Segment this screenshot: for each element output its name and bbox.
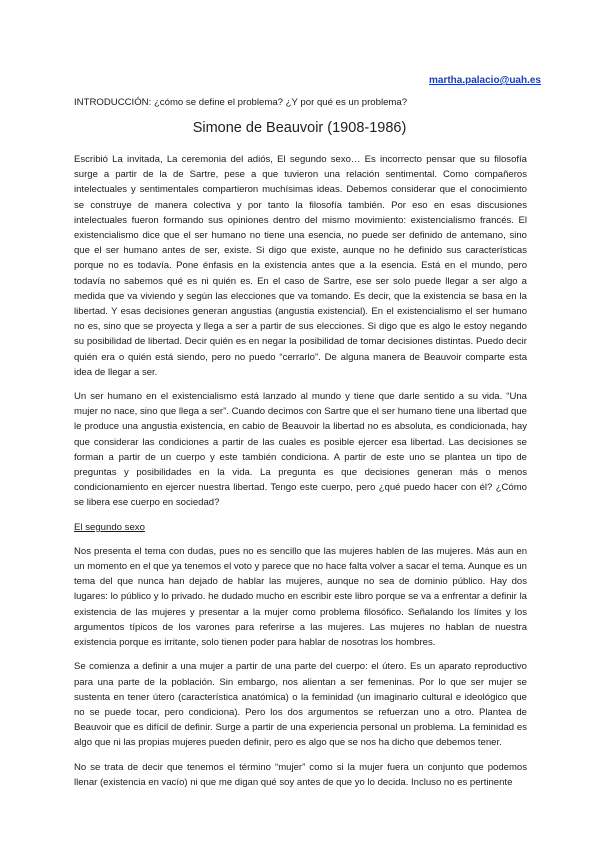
paragraph: Se comienza a definir a una mujer a partir de una parte del cuerpo: el útero. Es un aparato reproductivo para una parte de la población. Sin embargo, nos alientan a ser femeninas. Por lo que ser mujer se sustenta en tener útero (característica anatómica) o la feminidad (un imaginario cultural e ideológico que no se puede tocar, pero condiciona). Pero los dos argumentos se refuerzan uno a otro. Plantea de Beauvoir que es difícil de definir. Surge a partir de una experiencia personal un problema. La feminidad es algo que ni las propias mujeres pueden definir, pero es algo que se nos ha dicho que debemos tener. bbox=[74, 661, 527, 749]
paragraph: Escribió La invitada, La ceremonia del adiós, El segundo sexo… Es incorrecto pensar que su filosofía surge a partir de la de Sartre, pese a que tuvieron una relación sentimental. Como compañeros intelectuales y sentimentales compartieron muchísimas ideas. Debemos considerar que el conocimiento se construye de manera colectiva y por tanto la filosofía también. Por eso en esas discusiones intelectuales fueron formando sus opiniones dentro del mismo movimiento: existencialismo francés. El existencialismo dice que el ser humano no tiene una esencia, no puede ser definido de antemano, sino que el ser humano antes de ser, existe. Si digo que existe, aunque no he definido sus características porque no es todavía. Pone énfasis en la existencia antes que a la esencia. Está en el mundo, pero todavía no sabemos qué es ni quién es. En el caso de Sartre, ese ser solo puede llegar a ser algo a medida que va viviendo y según las elecciones que va tomando. Es decir, que la existencia se basa en la libertad. Y esas decisiones generan angustias (angustia existencial). En el existencialismo el ser humano no es, sino que se proyecta y llega a ser a partir de sus elecciones. Si digo que es algo le estoy negando su posibilidad de libertad. Decir quién es en negar la posibilidad de tomar decisiones distintas. Puedo decir quién era o quién está siendo, pero no puedo “cerrarlo”. De alguna manera de Beauvoir comparte esta idea de llegar a ser. bbox=[74, 154, 527, 378]
page-title: Simone de Beauvoir (1908-1986) bbox=[192, 120, 407, 136]
author-email-link[interactable]: martha.palacio@uah.es bbox=[428, 75, 541, 86]
paragraph: Nos presenta el tema con dudas, pues no es sencillo que las mujeres hablen de las mujeres. Más aun en un momento en el que ya tenemos el voto y parece que no hace falta volver a sacar el tema. Aunque es un tema del que nunca han dejado de hablar las mujeres, aunque no sea de dominio público. Hay dos lugares: lo público y lo privado. he dudado mucho en escribir este libro porque se va a enfrentar a definir la existencia de las mujeres y presentar a la mujer como problema filosófico. Señalando los límites y los argumentos típicos de los varones para referirse a las mujeres. Las mujeres no hablan de nuestra existencia porque es irritante, solo tienen poder para hablar de nosotras los hombres. bbox=[74, 545, 527, 649]
document-body bbox=[74, 152, 527, 799]
intro-heading: INTRODUCCIÓN: ¿cómo se define el problema? ¿Y por qué es un problema? bbox=[74, 97, 408, 108]
paragraph: Un ser humano en el existencialismo está lanzado al mundo y tiene que darle sentido a su vida. “Una mujer no nace, sino que llega a ser”. Cuando decimos con Sartre que el ser humano tiene una libertad que le produce una angustia existencia, en cabio de Beauvoir la libertad no es absoluta, es condicionada, hay que considerar las condiciones a partir de las cuales es posible ejercer esa libertad. Las decisiones se forman a partir de un cuerpo y este también condiciona. A partir de este uno se plantea un tipo de preguntas y posibilidades en la vida. La pregunta es que decisiones generan más o menos condicionamiento en ejercer nuestra libertad. Tengo este cuerpo, pero ¿qué puedo hacer con él? ¿Cómo se libera ese cuerpo en sociedad? bbox=[74, 391, 527, 509]
paragraph: No se trata de decir que tenemos el término “mujer” como si la mujer fuera un conjunto que podemos llenar (existencia en vacío) ni que me digan qué soy antes de que yo lo decida. Incluso no es pertinente bbox=[74, 761, 527, 788]
section-heading: El segundo sexo bbox=[74, 521, 145, 533]
